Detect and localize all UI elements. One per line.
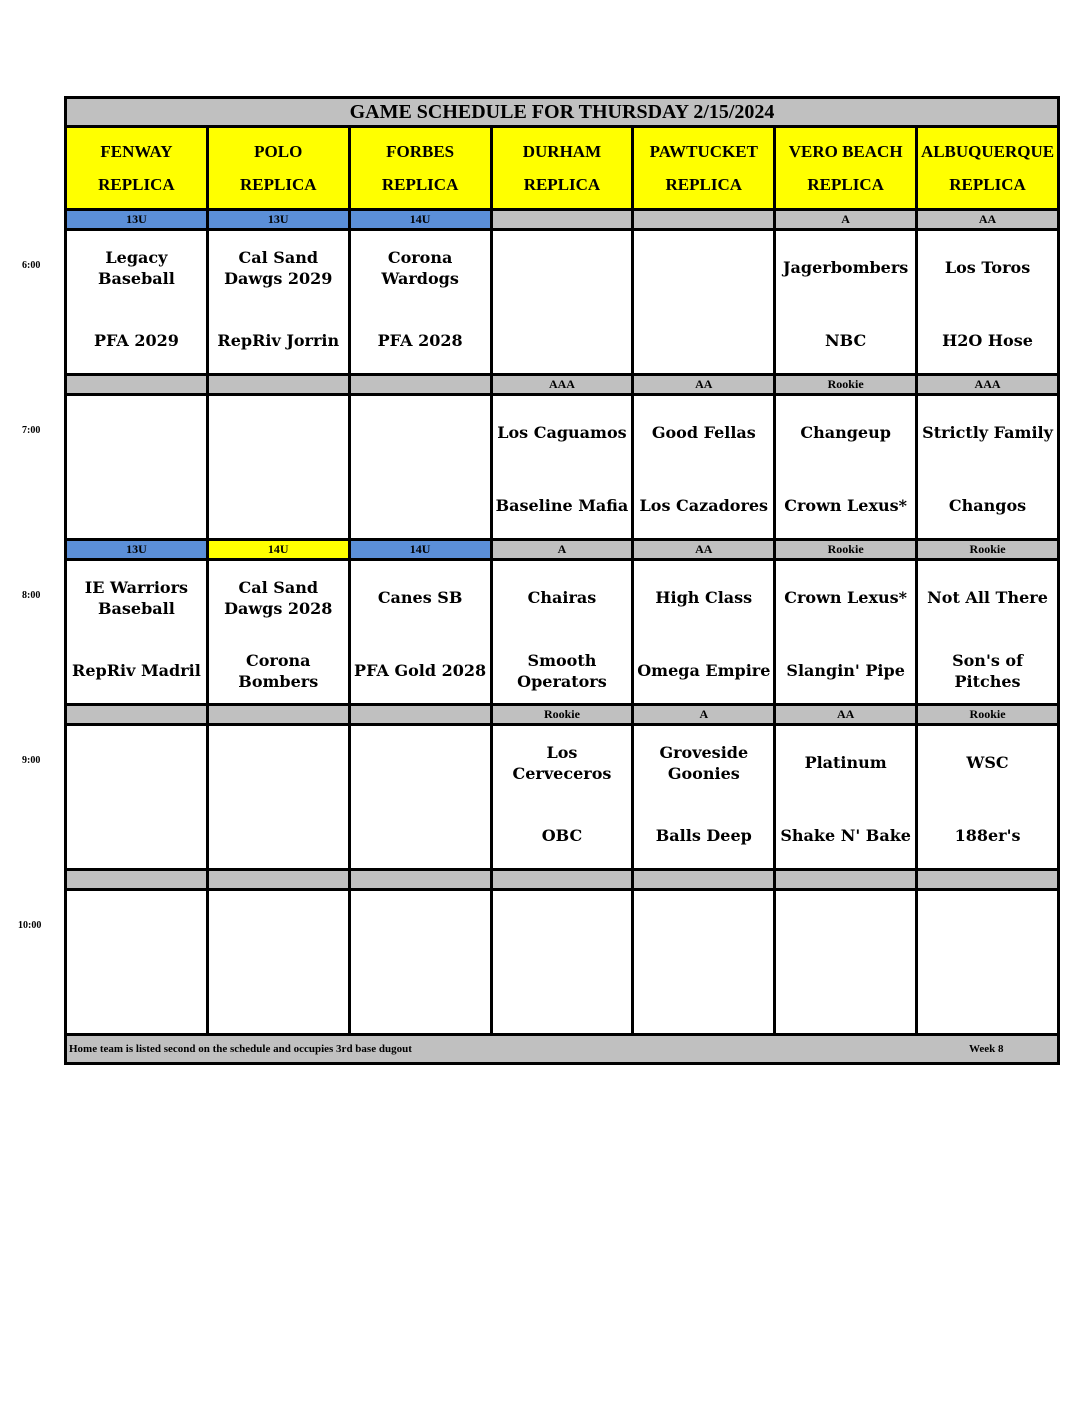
division-label: A: [775, 210, 917, 230]
division-label: [207, 375, 349, 395]
game-cell: [917, 230, 1059, 375]
division-label: Rookie: [491, 705, 633, 725]
game-cell: [633, 230, 775, 375]
field-header: [207, 127, 349, 210]
field-header: [633, 127, 775, 210]
game-cell: [633, 395, 775, 540]
game-cell: [66, 230, 208, 375]
game-cell: [775, 890, 917, 1035]
game-cell: [917, 725, 1059, 870]
field-subtitle: REPLICA: [98, 175, 175, 194]
division-label: [66, 375, 208, 395]
game-cell: [491, 560, 633, 705]
game-schedule-table: [64, 96, 1060, 1065]
field-subtitle: REPLICA: [949, 175, 1026, 194]
time-label: 6:00: [22, 259, 41, 271]
game-cell: [349, 725, 491, 870]
division-label: [633, 210, 775, 230]
home-team: OBC: [541, 826, 583, 845]
game-row: [66, 725, 1059, 870]
away-team: Crown Lexus*: [784, 588, 908, 607]
away-team: Los Toros: [944, 258, 1031, 277]
schedule-body: [66, 98, 1059, 1064]
game-cell: [917, 890, 1059, 1035]
division-label: Rookie: [917, 540, 1059, 560]
field-name: PAWTUCKET: [649, 142, 758, 161]
division-label: 13U: [207, 210, 349, 230]
division-label: [491, 870, 633, 890]
schedule-title: GAME SCHEDULE FOR THURSDAY 2/15/2024: [66, 98, 1059, 127]
game-cell: [917, 395, 1059, 540]
game-cell: [633, 890, 775, 1035]
division-row: [66, 375, 1059, 395]
away-team: Los Cerveceros: [512, 743, 612, 783]
home-team: Baseline Mafia: [495, 496, 629, 515]
game-cell: [775, 230, 917, 375]
game-cell: [66, 890, 208, 1035]
field-subtitle: REPLICA: [381, 175, 459, 194]
division-row: [66, 210, 1059, 230]
home-team: PFA Gold 2028: [354, 661, 487, 680]
footer-note: Home team is listed second on the schedule and occupies 3rd base dugout: [69, 1043, 412, 1055]
away-team: High Class: [655, 588, 753, 607]
week-label: Week 8: [969, 1043, 1004, 1055]
away-team: IE Warriors Baseball: [84, 578, 189, 618]
home-team: Los Cazadores: [639, 496, 769, 515]
away-team: Corona Wardogs: [381, 248, 459, 288]
game-cell: [207, 395, 349, 540]
division-label: [207, 870, 349, 890]
game-row: [66, 395, 1059, 540]
division-label: [207, 705, 349, 725]
game-cell: [491, 890, 633, 1035]
field-header-row: [66, 127, 1059, 210]
game-cell: [775, 560, 917, 705]
game-cell: [207, 230, 349, 375]
home-team: Omega Empire: [637, 661, 771, 680]
game-cell: [66, 725, 208, 870]
home-team: RepRiv Madril: [72, 661, 201, 680]
field-name: FENWAY: [100, 142, 173, 161]
division-label: [491, 210, 633, 230]
division-label: AAA: [491, 375, 633, 395]
home-team: PFA 2029: [93, 331, 179, 350]
away-team: Jagerbombers: [782, 258, 909, 277]
time-label: 9:00: [22, 754, 41, 766]
game-cell: [491, 395, 633, 540]
division-label: [775, 870, 917, 890]
game-row: [66, 560, 1059, 705]
division-label: Rookie: [775, 540, 917, 560]
game-cell: [349, 560, 491, 705]
division-row: [66, 870, 1059, 890]
game-row: [66, 890, 1059, 1035]
division-label: [633, 870, 775, 890]
away-team: Canes SB: [377, 588, 463, 607]
game-cell: [775, 725, 917, 870]
home-team: H2O Hose: [942, 331, 1033, 350]
field-name: FORBES: [386, 142, 455, 161]
home-team: Son's of Pitches: [952, 651, 1023, 691]
game-cell: [633, 725, 775, 870]
game-row: [66, 230, 1059, 375]
division-label: [66, 705, 208, 725]
division-label: AA: [633, 375, 775, 395]
field-header: [66, 127, 208, 210]
field-header: [775, 127, 917, 210]
game-cell: [207, 725, 349, 870]
away-team: Legacy Baseball: [98, 248, 175, 288]
field-name: ALBUQUERQUE: [920, 142, 1055, 161]
game-cell: [491, 230, 633, 375]
division-label: AA: [775, 705, 917, 725]
field-subtitle: REPLICA: [665, 175, 743, 194]
home-team: Smooth Operators: [517, 651, 607, 691]
game-cell: [349, 395, 491, 540]
game-cell: [633, 560, 775, 705]
game-cell: [66, 560, 208, 705]
field-subtitle: REPLICA: [240, 175, 317, 194]
home-team: NBC: [825, 331, 867, 350]
away-team: Not All There: [927, 588, 1048, 607]
home-team: Shake N' Bake: [780, 826, 911, 845]
field-name: POLO: [254, 142, 303, 161]
game-cell: [207, 890, 349, 1035]
field-name: VERO BEACH: [788, 142, 903, 161]
field-name: DURHAM: [522, 142, 602, 161]
home-team: 188er's: [954, 826, 1021, 845]
game-cell: [349, 230, 491, 375]
division-label: AAA: [917, 375, 1059, 395]
away-team: Strictly Family: [922, 423, 1053, 442]
game-cell: [491, 725, 633, 870]
division-label: 13U: [66, 210, 208, 230]
division-label: 14U: [349, 540, 491, 560]
field-subtitle: REPLICA: [523, 175, 601, 194]
time-label: 10:00: [18, 919, 42, 931]
division-row: [66, 540, 1059, 560]
home-team: Crown Lexus*: [784, 496, 908, 515]
division-label: A: [491, 540, 633, 560]
away-team: Groveside Goonies: [659, 743, 749, 783]
away-team: WSC: [966, 753, 1009, 772]
home-team: Balls Deep: [655, 826, 752, 845]
game-cell: [66, 395, 208, 540]
division-label: 13U: [66, 540, 208, 560]
division-label: [349, 375, 491, 395]
away-team: Platinum: [804, 753, 887, 772]
division-label: 14U: [207, 540, 349, 560]
field-header: [917, 127, 1059, 210]
away-team: Chairas: [527, 588, 597, 607]
home-team: Corona Bombers: [238, 651, 319, 691]
division-label: [66, 870, 208, 890]
time-label: 7:00: [22, 424, 41, 436]
game-cell: [917, 560, 1059, 705]
field-header: [349, 127, 491, 210]
division-label: 14U: [349, 210, 491, 230]
game-cell: [775, 395, 917, 540]
division-label: AA: [917, 210, 1059, 230]
division-label: Rookie: [775, 375, 917, 395]
away-team: Los Caguamos: [497, 423, 627, 442]
field-header: [491, 127, 633, 210]
away-team: Cal Sand Dawgs 2028: [224, 578, 333, 618]
footer: [66, 1035, 1059, 1064]
division-label: [917, 870, 1059, 890]
division-label: AA: [633, 540, 775, 560]
time-label: 8:00: [22, 589, 41, 601]
home-team: PFA 2028: [377, 331, 463, 350]
home-team: Changos: [948, 496, 1027, 515]
title-row: [66, 98, 1059, 127]
division-label: Rookie: [917, 705, 1059, 725]
division-label: [349, 705, 491, 725]
home-team: RepRiv Jorrin: [217, 331, 340, 350]
game-cell: [349, 890, 491, 1035]
field-subtitle: REPLICA: [807, 175, 884, 194]
game-cell: [207, 560, 349, 705]
away-team: Cal Sand Dawgs 2029: [224, 248, 333, 288]
division-row: [66, 705, 1059, 725]
away-team: Changeup: [800, 423, 891, 442]
away-team: Good Fellas: [651, 423, 756, 442]
division-label: A: [633, 705, 775, 725]
division-label: [349, 870, 491, 890]
home-team: Slangin' Pipe: [786, 661, 905, 680]
footer-row: [66, 1035, 1059, 1064]
